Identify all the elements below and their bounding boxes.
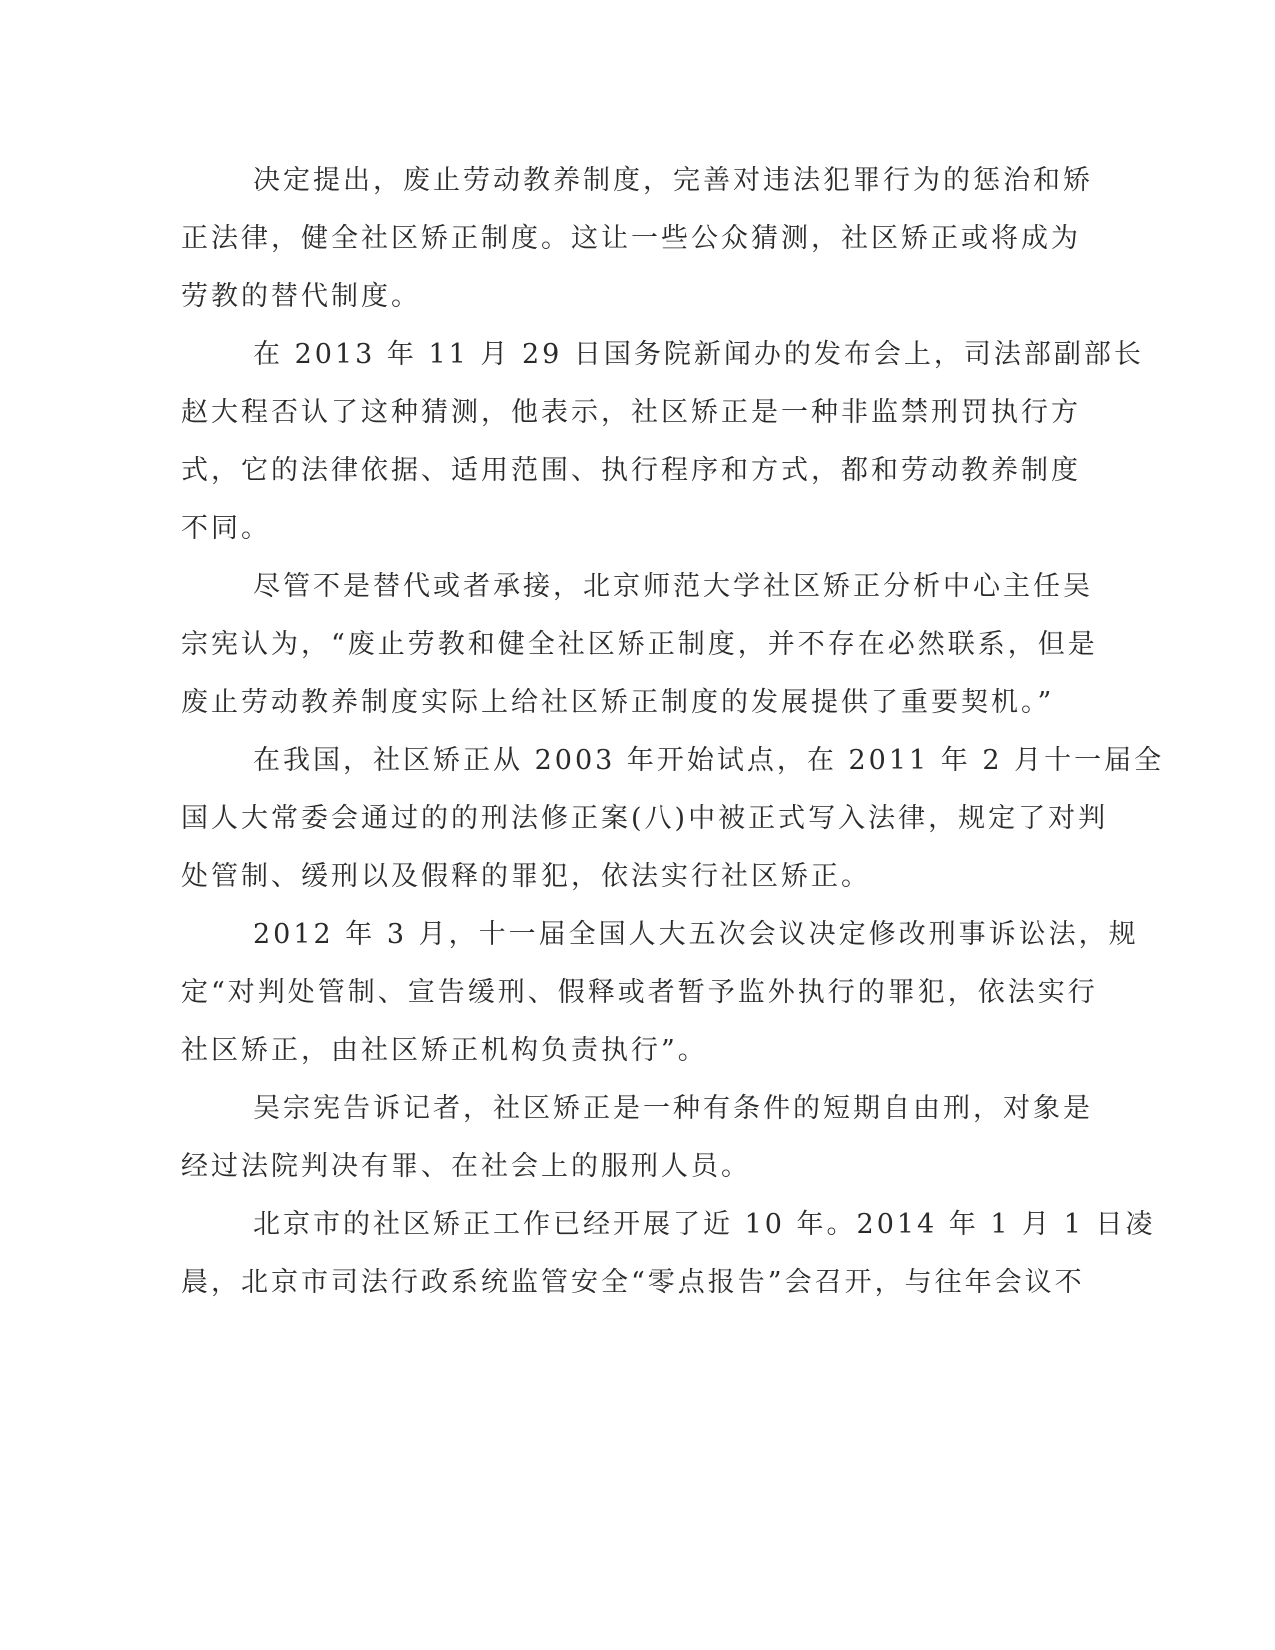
article-body xyxy=(181,152,1165,1312)
paragraph-3 xyxy=(181,558,1098,732)
paragraph-2 xyxy=(181,326,1144,558)
paragraph-line: 社区矫正，由社区矫正机构负责执行”。 xyxy=(181,1035,708,1066)
paragraph-line: 决定提出，废止劳动教养制度，完善对违法犯罪行为的惩治和矫 xyxy=(253,165,1093,196)
paragraph-1 xyxy=(181,152,1093,326)
paragraph-line: 晨，北京市司法行政系统监管安全“零点报告”会召开，与往年会议不 xyxy=(181,1267,1085,1298)
paragraph-line: 式，它的法律依据、适用范围、执行程序和方式，都和劳动教养制度 xyxy=(181,455,1081,486)
paragraph-line: 劳教的替代制度。 xyxy=(181,281,421,312)
paragraph-5 xyxy=(181,906,1139,1080)
paragraph-line: 吴宗宪告诉记者，社区矫正是一种有条件的短期自由刑，对象是 xyxy=(253,1093,1093,1124)
paragraph-line: 尽管不是替代或者承接，北京师范大学社区矫正分析中心主任吴 xyxy=(253,571,1093,602)
paragraph-line: 北京市的社区矫正工作已经开展了近 10 年。2014 年 1 月 1 日凌 xyxy=(253,1209,1156,1240)
paragraph-line: 2012 年 3 月，十一届全国人大五次会议决定修改刑事诉讼法，规 xyxy=(253,919,1139,950)
paragraph-7 xyxy=(181,1196,1156,1312)
paragraph-line: 宗宪认为，“废止劳教和健全社区矫正制度，并不存在必然联系，但是 xyxy=(181,629,1098,660)
paragraph-line: 在我国，社区矫正从 2003 年开始试点，在 2011 年 2 月十一届全 xyxy=(253,745,1165,776)
paragraph-line: 废止劳动教养制度实际上给社区矫正制度的发展提供了重要契机。” xyxy=(181,687,1055,718)
paragraph-line: 国人大常委会通过的的刑法修正案(八)中被正式写入法律，规定了对判 xyxy=(181,803,1109,834)
paragraph-line: 在 2013 年 11 月 29 日国务院新闻办的发布会上，司法部副部长 xyxy=(253,339,1144,370)
paragraph-6 xyxy=(181,1080,1093,1196)
paragraph-4 xyxy=(181,732,1165,906)
paragraph-line: 经过法院判决有罪、在社会上的服刑人员。 xyxy=(181,1151,751,1182)
paragraph-line: 正法律，健全社区矫正制度。这让一些公众猜测，社区矫正或将成为 xyxy=(181,223,1081,254)
paragraph-line: 定“对判处管制、宣告缓刑、假释或者暂予监外执行的罪犯，依法实行 xyxy=(181,977,1098,1008)
paragraph-line: 处管制、缓刑以及假释的罪犯，依法实行社区矫正。 xyxy=(181,861,871,892)
paragraph-line: 赵大程否认了这种猜测，他表示，社区矫正是一种非监禁刑罚执行方 xyxy=(181,397,1081,428)
paragraph-line: 不同。 xyxy=(181,513,271,544)
